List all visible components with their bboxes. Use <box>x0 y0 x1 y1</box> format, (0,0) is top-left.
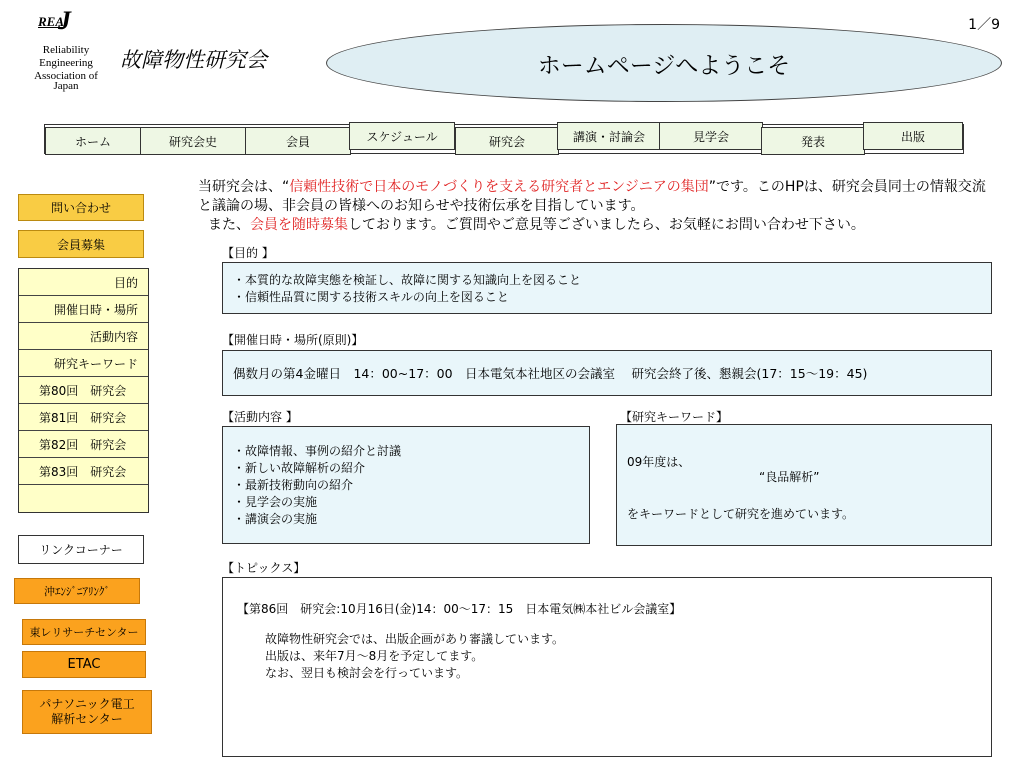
topic-body <box>237 631 991 682</box>
activities-box <box>222 426 590 544</box>
logo-subtitle-line: Association of <box>34 70 98 82</box>
sidebar-item-schedule[interactable]: 開催日時・場所 <box>19 296 148 323</box>
logo-subtitle-line: Engineering <box>39 57 93 69</box>
sidebar-item-meeting-82[interactable]: 第82回 研究会 <box>19 431 148 458</box>
activity-item: ・新しい故障解析の紹介 <box>233 461 366 475</box>
nav-tours[interactable]: 見学会 <box>659 122 763 150</box>
site-title: 故障物性研究会 <box>120 48 267 72</box>
activities-label: 【活動内容 】 <box>222 410 298 424</box>
topic-line: なお、翌日も検討会を行っています。 <box>265 666 469 680</box>
recruit-highlight: 会員を随時募集 <box>250 217 348 233</box>
topics-box <box>222 577 992 757</box>
topic-line: 故障物性研究会では、出版企画があり審議しています。 <box>265 632 565 646</box>
keyword-highlight: “良品解析” <box>759 470 820 484</box>
sidebar-item-meeting-83[interactable]: 第83回 研究会 <box>19 458 148 485</box>
link-corner-label: リンクコーナー <box>18 535 144 564</box>
intro-text-c: また、 <box>208 217 250 233</box>
purpose-line: ・信頼性品質に関する技術スキルの向上を図ること <box>233 290 509 304</box>
link-toray-research[interactable]: 東レリサーチセンター <box>22 619 146 645</box>
intro-text-b: ”です。このHPは、研究会員同士の情報交流と議論の場、非会員の皆様へのお知らせや技術伝承を目指しています。 <box>198 179 986 214</box>
link-oki-engineering[interactable]: 沖ｴﾝｼﾞﾆｱﾘﾝｸﾞ <box>14 578 140 604</box>
logo-subtitle <box>18 44 114 93</box>
keywords-line-2: をキーワードとして研究を進めています。 <box>627 507 855 521</box>
activity-item: ・故障情報、事例の紹介と討議 <box>233 444 402 458</box>
nav-schedule[interactable]: スケジュール <box>349 122 455 150</box>
sidebar-item-meeting-81[interactable]: 第81回 研究会 <box>19 404 148 431</box>
purpose-box <box>222 262 992 314</box>
schedule-box <box>222 350 992 396</box>
topic-line: 出版は、来年7月～8月を予定してます。 <box>265 649 484 663</box>
sidebar-item-purpose[interactable]: 目的 <box>19 269 148 296</box>
schedule-label: 【開催日時・場所(原則)】 <box>222 333 364 347</box>
sidebar-item-activities[interactable]: 活動内容 <box>19 323 148 350</box>
activity-item: ・講演会の実施 <box>233 512 318 526</box>
activity-item: ・最新技術動向の紹介 <box>233 478 354 492</box>
logo-subtitle-line: Reliability <box>42 44 90 56</box>
keywords-line-1: 09年度は、 <box>627 455 691 469</box>
page-number: 1／9 <box>968 17 1000 33</box>
sidebar-item-empty <box>19 485 148 512</box>
welcome-banner <box>326 24 1002 102</box>
sidebar-menu <box>18 268 149 513</box>
topics-label: 【トピックス】 <box>222 561 306 575</box>
logo-j: J <box>58 6 71 35</box>
link-panasonic-analysis[interactable]: パナソニック電工解析センター <box>22 690 152 734</box>
intro-paragraph-1 <box>198 178 998 216</box>
keywords-label: 【研究キーワード】 <box>620 410 729 424</box>
nav-members[interactable]: 会員 <box>245 127 351 155</box>
activity-item: ・見学会の実施 <box>233 495 318 509</box>
intro-highlight: 信頼性技術で日本のモノづくりを支える研究者とエンジニアの集団 <box>289 179 709 195</box>
nav-history[interactable]: 研究会史 <box>140 127 246 155</box>
contact-button[interactable]: 問い合わせ <box>18 194 144 221</box>
intro-text <box>198 178 998 235</box>
schedule-text: 偶数月の第4金曜日 14：00~17：00 日本電気本社地区の会議室 研究会終了後、懇親会(17：15～19：45) <box>233 366 868 381</box>
main-nav <box>44 124 964 154</box>
welcome-text: ホームページへようこそ <box>537 52 791 79</box>
nav-home[interactable]: ホーム <box>45 127 141 155</box>
sidebar-item-meeting-80[interactable]: 第80回 研究会 <box>19 377 148 404</box>
topic-headline: 【第86回 研究会:10月16日(金)14：00～17：15 日本電気㈱本社ビル会議室】 <box>237 602 682 616</box>
nav-presentations[interactable]: 発表 <box>761 127 865 155</box>
intro-text-d: しております。ご質問やご意見等ございましたら、お気軽にお問い合わせ下さい。 <box>348 217 865 233</box>
keywords-box <box>616 424 992 546</box>
sidebar-item-keywords[interactable]: 研究キーワード <box>19 350 148 377</box>
logo-rea: REA <box>38 14 65 29</box>
intro-text-a: 当研究会は、“ <box>198 179 290 195</box>
recruit-button[interactable]: 会員募集 <box>18 230 144 258</box>
link-etac[interactable]: ETAC <box>22 651 146 678</box>
nav-lectures[interactable]: 講演・討論会 <box>557 122 661 150</box>
purpose-line: ・本質的な故障実態を検証し、故障に関する知識向上を図ること <box>233 273 582 287</box>
intro-paragraph-2 <box>198 216 998 235</box>
purpose-label: 【目的 】 <box>222 246 274 260</box>
nav-meeting[interactable]: 研究会 <box>455 127 559 155</box>
logo-subtitle-line: Japan <box>53 80 79 92</box>
nav-publications[interactable]: 出版 <box>863 122 963 150</box>
